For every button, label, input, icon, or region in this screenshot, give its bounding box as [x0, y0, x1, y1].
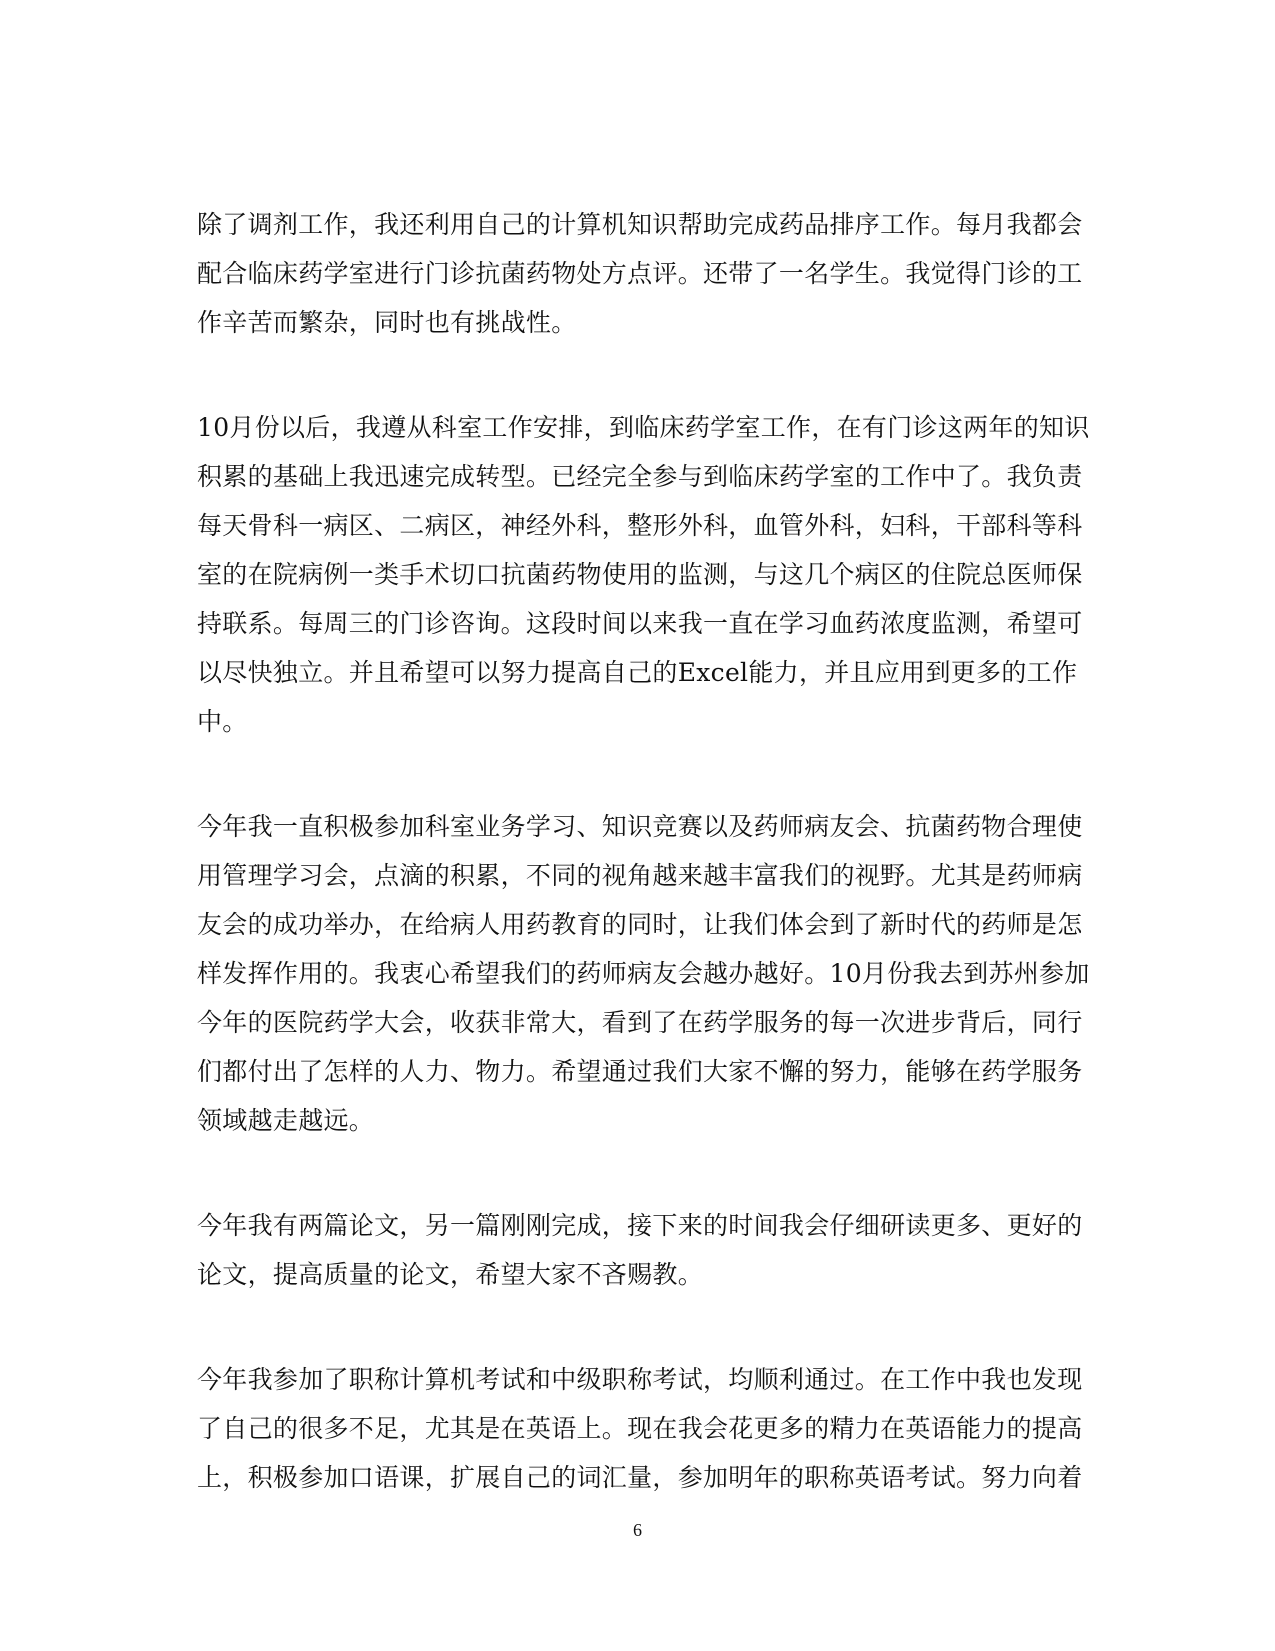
text-line: 每天骨科一病区、二病区，神经外科，整形外科，血管外科，妇科，干部科等科 — [197, 511, 1083, 540]
text-line: 作辛苦而繁杂，同时也有挑战性。 — [197, 308, 577, 337]
text-line: 中。 — [197, 707, 248, 736]
text-line: 积累的基础上我迅速完成转型。已经完全参与到临床药学室的工作中了。我负责 — [197, 462, 1083, 491]
text-line: 持联系。每周三的门诊咨询。这段时间以来我一直在学习血药浓度监测，希望可 — [197, 609, 1083, 638]
text-line: 们都付出了怎样的人力、物力。希望通过我们大家不懈的努力，能够在药学服务 — [197, 1057, 1083, 1086]
text-line: 样发挥作用的。我衷心希望我们的药师病友会越办越好。10月份我去到苏州参加 — [197, 959, 1090, 988]
paragraph-learning-activities — [197, 802, 1090, 1145]
paragraph-dispensing-work — [197, 200, 1083, 347]
text-line: 今年的医院药学大会，收获非常大，看到了在药学服务的每一次进步背后，同行 — [197, 1008, 1083, 1037]
page-number: 6 — [633, 1520, 642, 1540]
text-line: 上，积极参加口语课，扩展自己的词汇量，参加明年的职称英语考试。努力向着 — [197, 1463, 1083, 1492]
text-line: 室的在院病例一类手术切口抗菌药物使用的监测，与这几个病区的住院总医师保 — [197, 560, 1083, 589]
text-line: 领域越走越远。 — [197, 1106, 375, 1135]
text-line: 今年我参加了职称计算机考试和中级职称考试，均顺利通过。在工作中我也发现 — [197, 1365, 1083, 1394]
document-body — [197, 200, 1090, 1558]
text-line: 用管理学习会，点滴的积累，不同的视角越来越丰富我们的视野。尤其是药师病 — [197, 861, 1083, 890]
text-line: 今年我一直积极参加科室业务学习、知识竞赛以及药师病友会、抗菌药物合理使 — [197, 812, 1083, 841]
text-line: 了自己的很多不足，尤其是在英语上。现在我会花更多的精力在英语能力的提高 — [197, 1414, 1083, 1443]
text-line: 友会的成功举办，在给病人用药教育的同时，让我们体会到了新时代的药师是怎 — [197, 910, 1083, 939]
text-line: 今年我有两篇论文，另一篇刚刚完成，接下来的时间我会仔细研读更多、更好的 — [197, 1211, 1083, 1240]
text-line: 除了调剂工作，我还利用自己的计算机知识帮助完成药品排序工作。每月我都会 — [197, 210, 1083, 239]
text-line: 论文，提高质量的论文，希望大家不吝赐教。 — [197, 1260, 704, 1289]
paragraph-clinical-pharmacy-transfer — [197, 403, 1090, 746]
paragraph-papers — [197, 1201, 1083, 1299]
paragraph-exams — [197, 1355, 1083, 1502]
text-line: 配合临床药学室进行门诊抗菌药物处方点评。还带了一名学生。我觉得门诊的工 — [197, 259, 1083, 288]
text-line: 以尽快独立。并且希望可以努力提高自己的Excel能力，并且应用到更多的工作 — [197, 658, 1078, 687]
text-line: 10月份以后，我遵从科室工作安排，到临床药学室工作，在有门诊这两年的知识 — [197, 413, 1090, 442]
